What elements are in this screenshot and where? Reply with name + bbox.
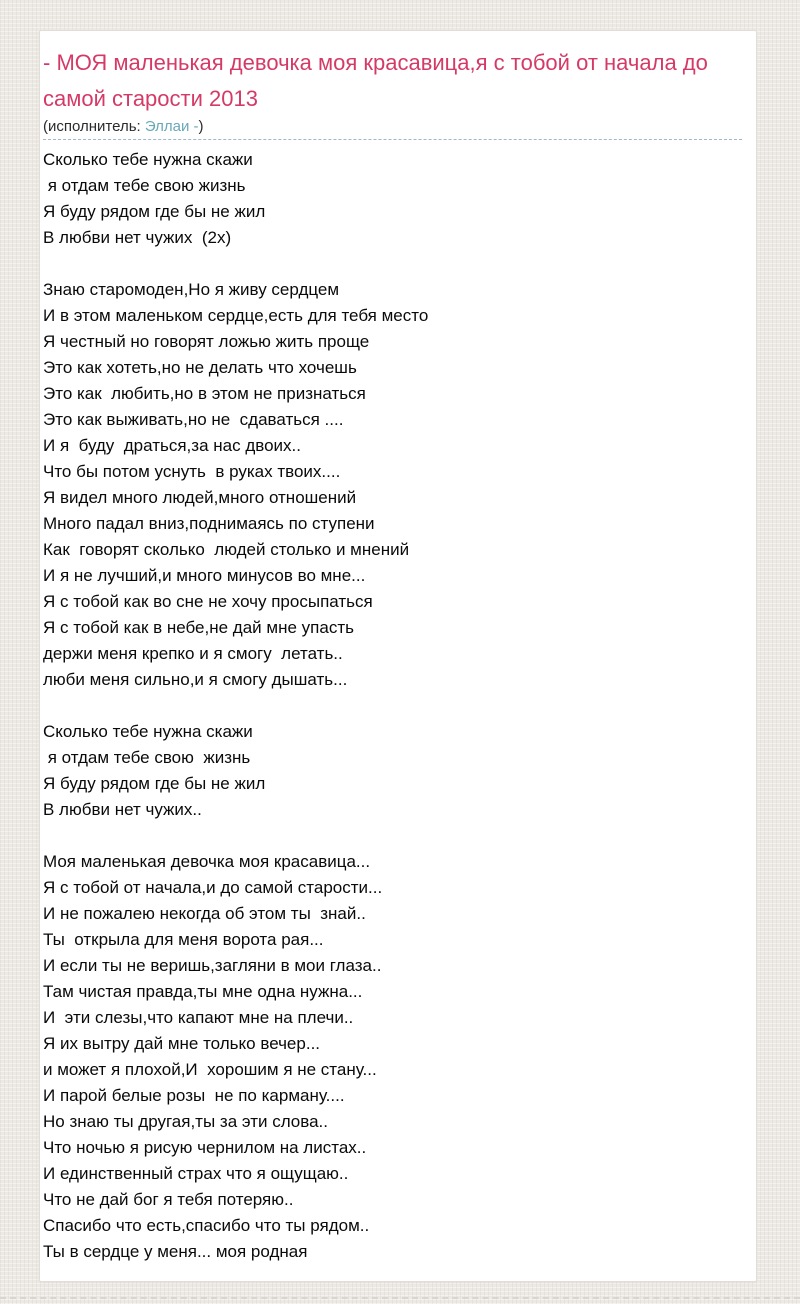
lyric-line: Я с тобой от начала,и до самой старости... xyxy=(43,878,383,897)
lyric-line: Это как выживать,но не сдаваться .... xyxy=(43,410,344,429)
lyric-line: держи меня крепко и я смогу летать.. xyxy=(43,644,343,663)
lyric-line: я отдам тебе свою жизнь xyxy=(43,748,251,767)
lyric-line: Это как хотеть,но не делать что хочешь xyxy=(43,358,357,377)
lyric-line xyxy=(43,693,742,719)
lyric-line: В любви нет чужих.. xyxy=(43,800,202,819)
lyric-line: Что не дай бог я тебя потеряю.. xyxy=(43,1190,294,1209)
lyric-line: Сколько тебе нужна скажи xyxy=(43,722,253,741)
lyric-line: И парой белые розы не по карману.... xyxy=(43,1086,345,1105)
lyric-line: В любви нет чужих (2х) xyxy=(43,228,232,247)
lyric-line: и может я плохой,И хорошим я не стану... xyxy=(43,1060,377,1079)
lyric-line: Я видел много людей,много отношений xyxy=(43,488,357,507)
lyric-line: Там чистая правда,ты мне одна нужна... xyxy=(43,982,363,1001)
lyric-line: Я с тобой как в небе,не дай мне упасть xyxy=(43,618,354,637)
lyric-line: Ты открыла для меня ворота рая... xyxy=(43,930,324,949)
lyric-line: Что бы потом уснуть в руках твоих.... xyxy=(43,462,341,481)
lyric-line: И если ты не веришь,загляни в мои глаза.. xyxy=(43,956,382,975)
lyric-line: И единственный страх что я ощущаю.. xyxy=(43,1164,349,1183)
lyric-line: люби меня сильно,и я смогу дышать... xyxy=(43,670,348,689)
lyric-line: И я не лучший,и много минусов во мне... xyxy=(43,566,366,585)
lyric-line: Ты в сердце у меня... моя родная xyxy=(43,1242,308,1261)
lyric-line: Много падал вниз,поднимаясь по ступени xyxy=(43,514,375,533)
artist-link[interactable]: Эллаи - xyxy=(144,118,199,135)
lyric-line: Но знаю ты другая,ты за эти слова.. xyxy=(43,1112,328,1131)
lyric-line: Как говорят сколько людей столько и мнений xyxy=(43,540,410,559)
lyric-line: Я буду рядом где бы не жил xyxy=(43,774,266,793)
lyric-line: Что ночью я рисую чернилом на листах.. xyxy=(43,1138,367,1157)
lyric-line xyxy=(43,823,742,849)
lyric-line: Сколько тебе нужна скажи xyxy=(43,150,253,169)
lyric-line xyxy=(43,251,742,277)
lyric-line: Я их вытру дай мне только вечер... xyxy=(43,1034,321,1053)
lyric-line: И в этом маленьком сердце,есть для тебя место xyxy=(43,306,429,325)
lyric-line: И я буду драться,за нас двоих.. xyxy=(43,436,301,455)
lyric-line: Спасибо что есть,спасибо что ты рядом.. xyxy=(43,1216,370,1235)
lyric-line: Я честный но говорят ложью жить проще xyxy=(43,332,370,351)
artist-line xyxy=(43,118,742,136)
song-title: - МОЯ маленькая девочка моя красавица,я с тобой от начала до самой старости 2013 xyxy=(43,50,708,111)
artist-label: (исполнитель: xyxy=(43,118,145,135)
dashed-separator xyxy=(43,139,742,140)
lyrics-card xyxy=(39,30,757,1282)
artist-suffix: ) xyxy=(198,118,204,135)
lyric-line: Это как любить,но в этом не признаться xyxy=(43,384,366,403)
bottom-dashed-line xyxy=(0,1297,800,1299)
lyric-line: И не пожалею некогда об этом ты знай.. xyxy=(43,904,366,923)
lyrics-text xyxy=(43,147,742,1265)
lyric-line: И эти слезы,что капают мне на плечи.. xyxy=(43,1008,354,1027)
lyric-line: Моя маленькая девочка моя красавица... xyxy=(43,852,371,871)
lyric-line: Знаю старомоден,Но я живу сердцем xyxy=(43,280,340,299)
lyric-line: Я с тобой как во сне не хочу просыпаться xyxy=(43,592,373,611)
lyric-line: Я буду рядом где бы не жил xyxy=(43,202,266,221)
lyric-line: я отдам тебе свою жизнь xyxy=(43,176,246,195)
